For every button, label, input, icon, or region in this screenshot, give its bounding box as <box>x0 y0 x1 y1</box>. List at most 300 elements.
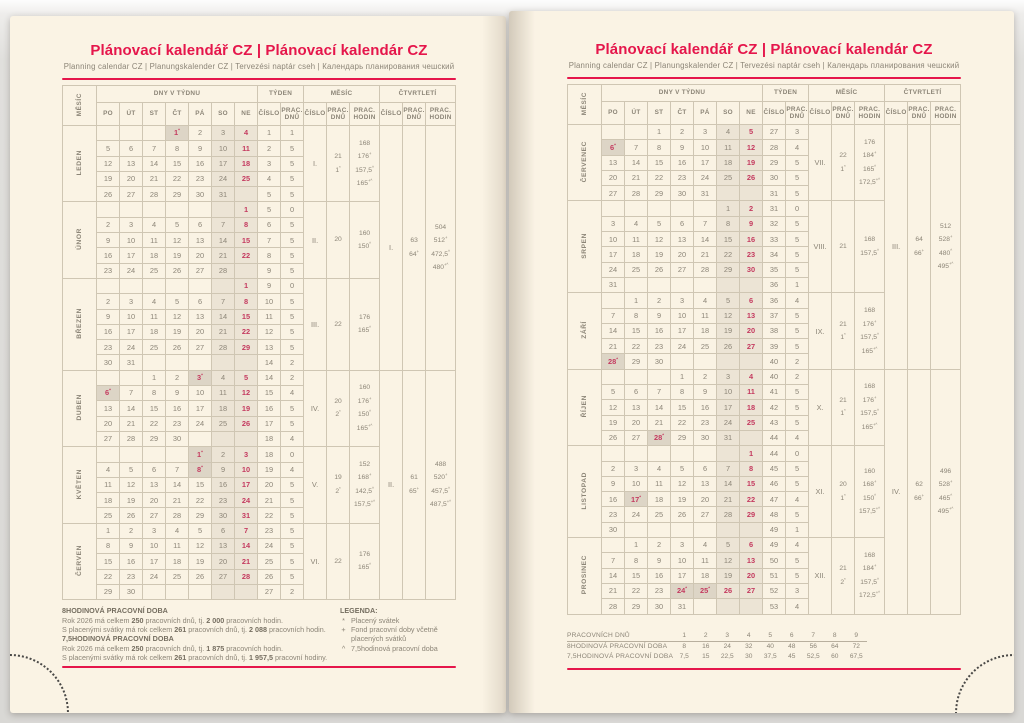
day-cell: 18 <box>235 156 258 171</box>
day-cell: 25 <box>212 416 235 431</box>
day-cell: 3 <box>694 125 717 140</box>
week-workdays: 1 <box>281 126 304 141</box>
day-cell <box>212 355 235 370</box>
quarter-workdays: 62 66+ <box>908 369 931 614</box>
day-cell: 7 <box>602 308 625 323</box>
day-cell: 8 <box>625 553 648 568</box>
week-workdays: 5 <box>786 476 809 491</box>
day-cell: 3 <box>120 294 143 309</box>
day-cell: 20 <box>625 415 648 430</box>
day-cell: 11 <box>235 141 258 156</box>
day-cell: 9 <box>166 386 189 401</box>
day-cell: 2 <box>97 294 120 309</box>
week-number: 18 <box>258 447 281 462</box>
month-number: IX. <box>809 293 832 369</box>
day-cell <box>120 447 143 462</box>
week-number: 13 <box>258 340 281 355</box>
day-cell: 19 <box>235 401 258 416</box>
day-cell: 14 <box>648 400 671 415</box>
day-cell: 11 <box>717 140 740 155</box>
month-name: LISTOPAD <box>568 446 602 538</box>
day-cell <box>694 522 717 537</box>
day-cell: 31 <box>212 187 235 202</box>
day-cell: 24 <box>625 507 648 522</box>
weekday-header: PO <box>602 102 625 125</box>
day-cell: 24 <box>671 339 694 354</box>
value-cell: 24 <box>723 643 731 650</box>
month-workdays: 21 1* <box>832 369 855 445</box>
day-cell: 14 <box>212 233 235 248</box>
day-cell: 31 <box>717 430 740 445</box>
week-number: 16 <box>258 401 281 416</box>
day-cell: 8 <box>235 294 258 309</box>
day-cell <box>143 278 166 293</box>
day-cell: 17 <box>235 477 258 492</box>
month-workdays: 19 2* <box>327 447 350 523</box>
day-cell <box>648 522 671 537</box>
day-cell: 18 <box>212 401 235 416</box>
day-cell: 17* <box>625 492 648 507</box>
day-cell: 28 <box>143 187 166 202</box>
day-cell: 29 <box>166 187 189 202</box>
sub-header: PRAC. DNŮ <box>832 102 855 125</box>
day-cell: 13 <box>740 553 763 568</box>
day-cell: 15 <box>625 323 648 338</box>
week-number: 18 <box>258 431 281 446</box>
day-cell: 11 <box>694 553 717 568</box>
day-cell: 2 <box>212 447 235 462</box>
value-cell: 30 <box>745 653 753 660</box>
day-cell <box>717 277 740 292</box>
sub-header: ČÍSLO <box>258 103 281 126</box>
day-cell: 1 <box>235 202 258 217</box>
day-cell: 19 <box>602 415 625 430</box>
day-cell <box>166 447 189 462</box>
month-hours: 176 165^ <box>350 523 380 599</box>
month-column-header: MĚSÍC <box>568 85 602 125</box>
day-cell: 28 <box>694 262 717 277</box>
footer-rule <box>567 668 961 670</box>
week-number: 23 <box>258 523 281 538</box>
day-cell: 17 <box>671 323 694 338</box>
day-cell <box>97 447 120 462</box>
week-workdays: 5 <box>786 247 809 262</box>
day-cell: 2 <box>648 293 671 308</box>
value-cell: 64 <box>831 643 839 650</box>
day-cell: 1 <box>671 369 694 384</box>
note-line: Rok 2026 má celkem 250 pracovních dnů, tj. 1 875 pracovních hodin. <box>62 643 283 653</box>
quarter-workdays: 61 65+ <box>403 370 426 599</box>
planning-calendar-h2 <box>567 84 961 615</box>
day-cell: 4 <box>625 216 648 231</box>
day-cell: 12 <box>120 477 143 492</box>
day-cell: 7 <box>143 141 166 156</box>
month-name: ČERVEN <box>63 523 97 599</box>
day-cell: 15 <box>671 400 694 415</box>
day-cell: 28* <box>648 430 671 445</box>
month-number: XII. <box>809 538 832 614</box>
month-name: SRPEN <box>568 201 602 293</box>
value-cell: 4 <box>738 631 760 642</box>
day-cell: 14 <box>602 568 625 583</box>
week-number: 25 <box>258 554 281 569</box>
day-cell: 20 <box>671 247 694 262</box>
value-cell: 37,5 <box>763 653 777 660</box>
day-cell: 12 <box>740 140 763 155</box>
row-label: 8HODINOVÁ PRACOVNÍ DOBA <box>567 643 668 650</box>
month-number: II. <box>304 202 327 278</box>
month-hours: 168 157,5^ <box>855 201 885 293</box>
month-name: BŘEZEN <box>63 278 97 370</box>
day-cell: 23 <box>648 339 671 354</box>
day-cell: 15 <box>143 401 166 416</box>
day-cell <box>602 293 625 308</box>
day-cell: 30 <box>648 599 671 614</box>
day-cell: 9 <box>97 309 120 324</box>
day-cell: 7 <box>717 461 740 476</box>
day-cell: 27 <box>694 507 717 522</box>
day-cell: 12 <box>717 308 740 323</box>
day-cell <box>120 202 143 217</box>
day-cell: 14 <box>120 401 143 416</box>
day-cell: 13 <box>120 156 143 171</box>
day-cell <box>694 599 717 614</box>
sub-header: PRAC. HODIN <box>350 103 380 126</box>
day-cell: 3 <box>625 461 648 476</box>
day-cell <box>97 278 120 293</box>
month-hours: 168 176+ 157,5^ 165+^ <box>350 126 380 202</box>
week-number: 14 <box>258 355 281 370</box>
legend-item <box>340 616 456 625</box>
week-number: 19 <box>258 462 281 477</box>
page-subtitle: Planning calendar CZ | Planungskalender CZ | Tervezési naptár cseh | Календарь планирования чешский <box>568 61 960 70</box>
day-cell: 7 <box>166 462 189 477</box>
day-cell: 10 <box>671 308 694 323</box>
day-cell: 22 <box>235 248 258 263</box>
day-cell: 28 <box>235 569 258 584</box>
day-cell: 16 <box>120 554 143 569</box>
day-cell: 5 <box>671 461 694 476</box>
day-cell: 30 <box>648 354 671 369</box>
day-cell: 27 <box>189 263 212 278</box>
day-cell: 13 <box>694 476 717 491</box>
sub-header: ČÍSLO <box>304 103 327 126</box>
workdays-hours-table <box>567 631 867 662</box>
week-number: 50 <box>763 553 786 568</box>
day-cell: 10 <box>671 553 694 568</box>
day-cell: 19 <box>166 248 189 263</box>
value-cell: 2 <box>695 631 717 642</box>
day-cell: 27 <box>625 430 648 445</box>
day-cell: 22 <box>166 171 189 186</box>
day-cell: 25 <box>143 263 166 278</box>
weekday-header: ST <box>648 102 671 125</box>
day-cell: 1 <box>648 125 671 140</box>
day-cell: 20 <box>212 554 235 569</box>
week-workdays: 5 <box>786 461 809 476</box>
day-cell: 18 <box>694 323 717 338</box>
week-workdays: 4 <box>786 140 809 155</box>
day-cell: 6 <box>740 293 763 308</box>
month-workdays: 21 2* <box>832 538 855 614</box>
week-workdays: 5 <box>281 554 304 569</box>
day-cell: 2 <box>648 538 671 553</box>
day-cell: 16 <box>189 156 212 171</box>
value-cell: 48 <box>788 643 796 650</box>
week-number: 15 <box>258 386 281 401</box>
day-cell: 20 <box>189 248 212 263</box>
day-cell: 9 <box>212 462 235 477</box>
week-number: 41 <box>763 385 786 400</box>
day-cell: 31 <box>694 186 717 201</box>
month-name: ZÁŘÍ <box>568 293 602 369</box>
day-cell: 1 <box>717 201 740 216</box>
day-cell <box>235 355 258 370</box>
day-cell: 21 <box>717 492 740 507</box>
legend-text: Fond pracovní doby včetně placených svátků <box>351 624 438 644</box>
day-cell: 21 <box>212 248 235 263</box>
day-cell: 19 <box>189 554 212 569</box>
day-cell: 5 <box>189 523 212 538</box>
week-workdays: 5 <box>786 262 809 277</box>
weekday-header: SO <box>212 103 235 126</box>
week-workdays: 5 <box>281 309 304 324</box>
week-workdays: 5 <box>281 340 304 355</box>
day-cell: 20 <box>602 170 625 185</box>
day-cell: 4 <box>648 461 671 476</box>
day-cell: 22 <box>189 493 212 508</box>
sub-header: ČÍSLO <box>809 102 832 125</box>
week-number: 3 <box>258 156 281 171</box>
month-name: DUBEN <box>63 370 97 446</box>
day-cell: 3 <box>120 217 143 232</box>
week-number: 9 <box>258 263 281 278</box>
day-cell: 18 <box>97 493 120 508</box>
day-cell: 27 <box>740 339 763 354</box>
week-number: 5 <box>258 202 281 217</box>
day-cell: 21 <box>625 170 648 185</box>
week-number: 47 <box>763 492 786 507</box>
day-cell <box>97 126 120 141</box>
week-number: 27 <box>763 125 786 140</box>
week-number: 37 <box>763 308 786 323</box>
day-cell: 11 <box>625 232 648 247</box>
day-cell: 17 <box>143 554 166 569</box>
day-cell: 3 <box>602 216 625 231</box>
day-cell: 6 <box>212 523 235 538</box>
value-cell: 1 <box>673 631 695 642</box>
value-cell: 22,5 <box>720 653 734 660</box>
week-workdays: 0 <box>281 278 304 293</box>
weekday-header: ÚT <box>120 103 143 126</box>
day-cell: 19 <box>97 171 120 186</box>
planning-table <box>567 84 961 615</box>
quarter-hours: 504 512+ 472,5^ 480+^ <box>426 126 456 371</box>
weekday-header: NE <box>235 103 258 126</box>
day-cell <box>740 599 763 614</box>
day-cell: 13 <box>625 400 648 415</box>
day-cell: 12 <box>97 156 120 171</box>
day-cell: 14 <box>625 155 648 170</box>
day-cell: 17 <box>189 401 212 416</box>
weekday-header: ČT <box>166 103 189 126</box>
day-cell: 28 <box>625 186 648 201</box>
value-cell: 9 <box>845 631 867 642</box>
day-cell: 4 <box>166 523 189 538</box>
day-cell: 10 <box>602 232 625 247</box>
day-cell <box>625 277 648 292</box>
week-number: 30 <box>763 170 786 185</box>
week-number: 7 <box>258 233 281 248</box>
week-workdays: 1 <box>786 522 809 537</box>
day-cell <box>625 201 648 216</box>
week-number: 22 <box>258 508 281 523</box>
month-name: ÚNOR <box>63 202 97 278</box>
day-cell <box>671 522 694 537</box>
day-cell <box>143 584 166 599</box>
page-title: Plánovací kalendář CZ | Plánovací kalendár CZ <box>90 42 428 59</box>
week-workdays: 5 <box>281 294 304 309</box>
week-number: 29 <box>763 155 786 170</box>
day-cell: 16 <box>648 323 671 338</box>
day-cell: 18 <box>143 248 166 263</box>
day-cell: 18 <box>143 324 166 339</box>
day-cell: 7 <box>212 294 235 309</box>
weekday-header: ČT <box>671 102 694 125</box>
day-cell: 19 <box>120 493 143 508</box>
day-cell: 12 <box>671 476 694 491</box>
month-workdays: 22 <box>327 523 350 599</box>
quarter-number: I. <box>380 126 403 371</box>
day-cell: 9 <box>671 140 694 155</box>
day-cell: 3 <box>671 293 694 308</box>
day-cell <box>648 277 671 292</box>
day-cell: 8 <box>625 308 648 323</box>
day-cell: 7 <box>235 523 258 538</box>
day-cell: 6 <box>189 294 212 309</box>
day-cell: 12 <box>166 233 189 248</box>
week-number: 43 <box>763 415 786 430</box>
day-cell: 26 <box>671 507 694 522</box>
page-right <box>509 11 1014 713</box>
day-cell: 25 <box>648 507 671 522</box>
day-cell <box>166 278 189 293</box>
day-cell: 26 <box>97 187 120 202</box>
quarter-group-header: ČTVRTLETÍ <box>380 86 456 103</box>
note-line: S placenými svátky má rok celkem 261 pracovních dnů, tj. 2 088 pracovních hodin. <box>62 624 326 634</box>
week-workdays: 5 <box>281 523 304 538</box>
week-workdays: 5 <box>786 385 809 400</box>
day-cell: 28 <box>212 263 235 278</box>
day-cell <box>648 201 671 216</box>
day-cell: 6* <box>602 140 625 155</box>
day-cell: 25 <box>717 170 740 185</box>
month-group-header: MĚSÍC <box>809 85 885 102</box>
day-cell: 19 <box>671 492 694 507</box>
day-cell: 18 <box>648 492 671 507</box>
day-cell: 2 <box>120 523 143 538</box>
day-cell <box>740 277 763 292</box>
sub-header: ČÍSLO <box>885 102 908 125</box>
day-cell: 29 <box>717 262 740 277</box>
day-cell: 23 <box>602 507 625 522</box>
day-cell: 2 <box>671 125 694 140</box>
day-cell: 20 <box>740 568 763 583</box>
day-cell: 12 <box>717 553 740 568</box>
day-cell <box>602 538 625 553</box>
day-cell <box>694 277 717 292</box>
week-number: 44 <box>763 446 786 461</box>
week-workdays: 4 <box>281 431 304 446</box>
day-cell: 22 <box>717 247 740 262</box>
day-cell: 5 <box>717 293 740 308</box>
month-number: I. <box>304 126 327 202</box>
day-cell: 22 <box>625 583 648 598</box>
day-cell: 8 <box>97 539 120 554</box>
day-cell: 10 <box>694 140 717 155</box>
day-cell: 21 <box>120 416 143 431</box>
week-workdays: 3 <box>786 583 809 598</box>
day-cell: 7 <box>625 140 648 155</box>
day-cell: 8* <box>189 462 212 477</box>
day-cell <box>648 369 671 384</box>
day-cell: 29 <box>740 507 763 522</box>
day-cell: 23 <box>212 493 235 508</box>
week-number: 53 <box>763 599 786 614</box>
month-hours: 168 176+ 157,5^ 165+^ <box>855 369 885 445</box>
day-cell: 12 <box>189 539 212 554</box>
day-cell: 8 <box>235 217 258 232</box>
day-cell <box>671 446 694 461</box>
footer-conversion <box>567 621 961 664</box>
value-cell: 72 <box>852 643 860 650</box>
day-cell: 23 <box>97 263 120 278</box>
day-cell <box>671 277 694 292</box>
day-cell: 9 <box>189 141 212 156</box>
legend-symbol: * <box>342 615 345 625</box>
day-cell: 25 <box>740 415 763 430</box>
day-cell: 13 <box>97 401 120 416</box>
day-cell: 4 <box>740 369 763 384</box>
day-cell: 22 <box>97 569 120 584</box>
day-cell: 16 <box>648 568 671 583</box>
day-cell: 1 <box>625 538 648 553</box>
week-workdays: 2 <box>281 370 304 385</box>
week-workdays: 5 <box>281 156 304 171</box>
day-cell: 21 <box>602 583 625 598</box>
day-cell: 4 <box>212 370 235 385</box>
day-cell: 13 <box>212 539 235 554</box>
week-number: 34 <box>763 247 786 262</box>
day-cell: 24 <box>717 415 740 430</box>
week-number: 46 <box>763 476 786 491</box>
day-cell: 23 <box>694 415 717 430</box>
day-cell <box>166 584 189 599</box>
day-cell: 4 <box>143 217 166 232</box>
day-cell: 22 <box>671 415 694 430</box>
week-number: 32 <box>763 216 786 231</box>
value-cell: 52,5 <box>806 653 820 660</box>
day-cell: 14 <box>143 156 166 171</box>
day-cell <box>235 584 258 599</box>
month-workdays: 21 1* <box>832 293 855 369</box>
planning-calendar-h1 <box>62 85 456 600</box>
week-number: 36 <box>763 277 786 292</box>
day-cell: 21 <box>143 171 166 186</box>
day-cell: 24 <box>189 416 212 431</box>
day-cell: 19 <box>717 323 740 338</box>
day-cell: 17 <box>671 568 694 583</box>
